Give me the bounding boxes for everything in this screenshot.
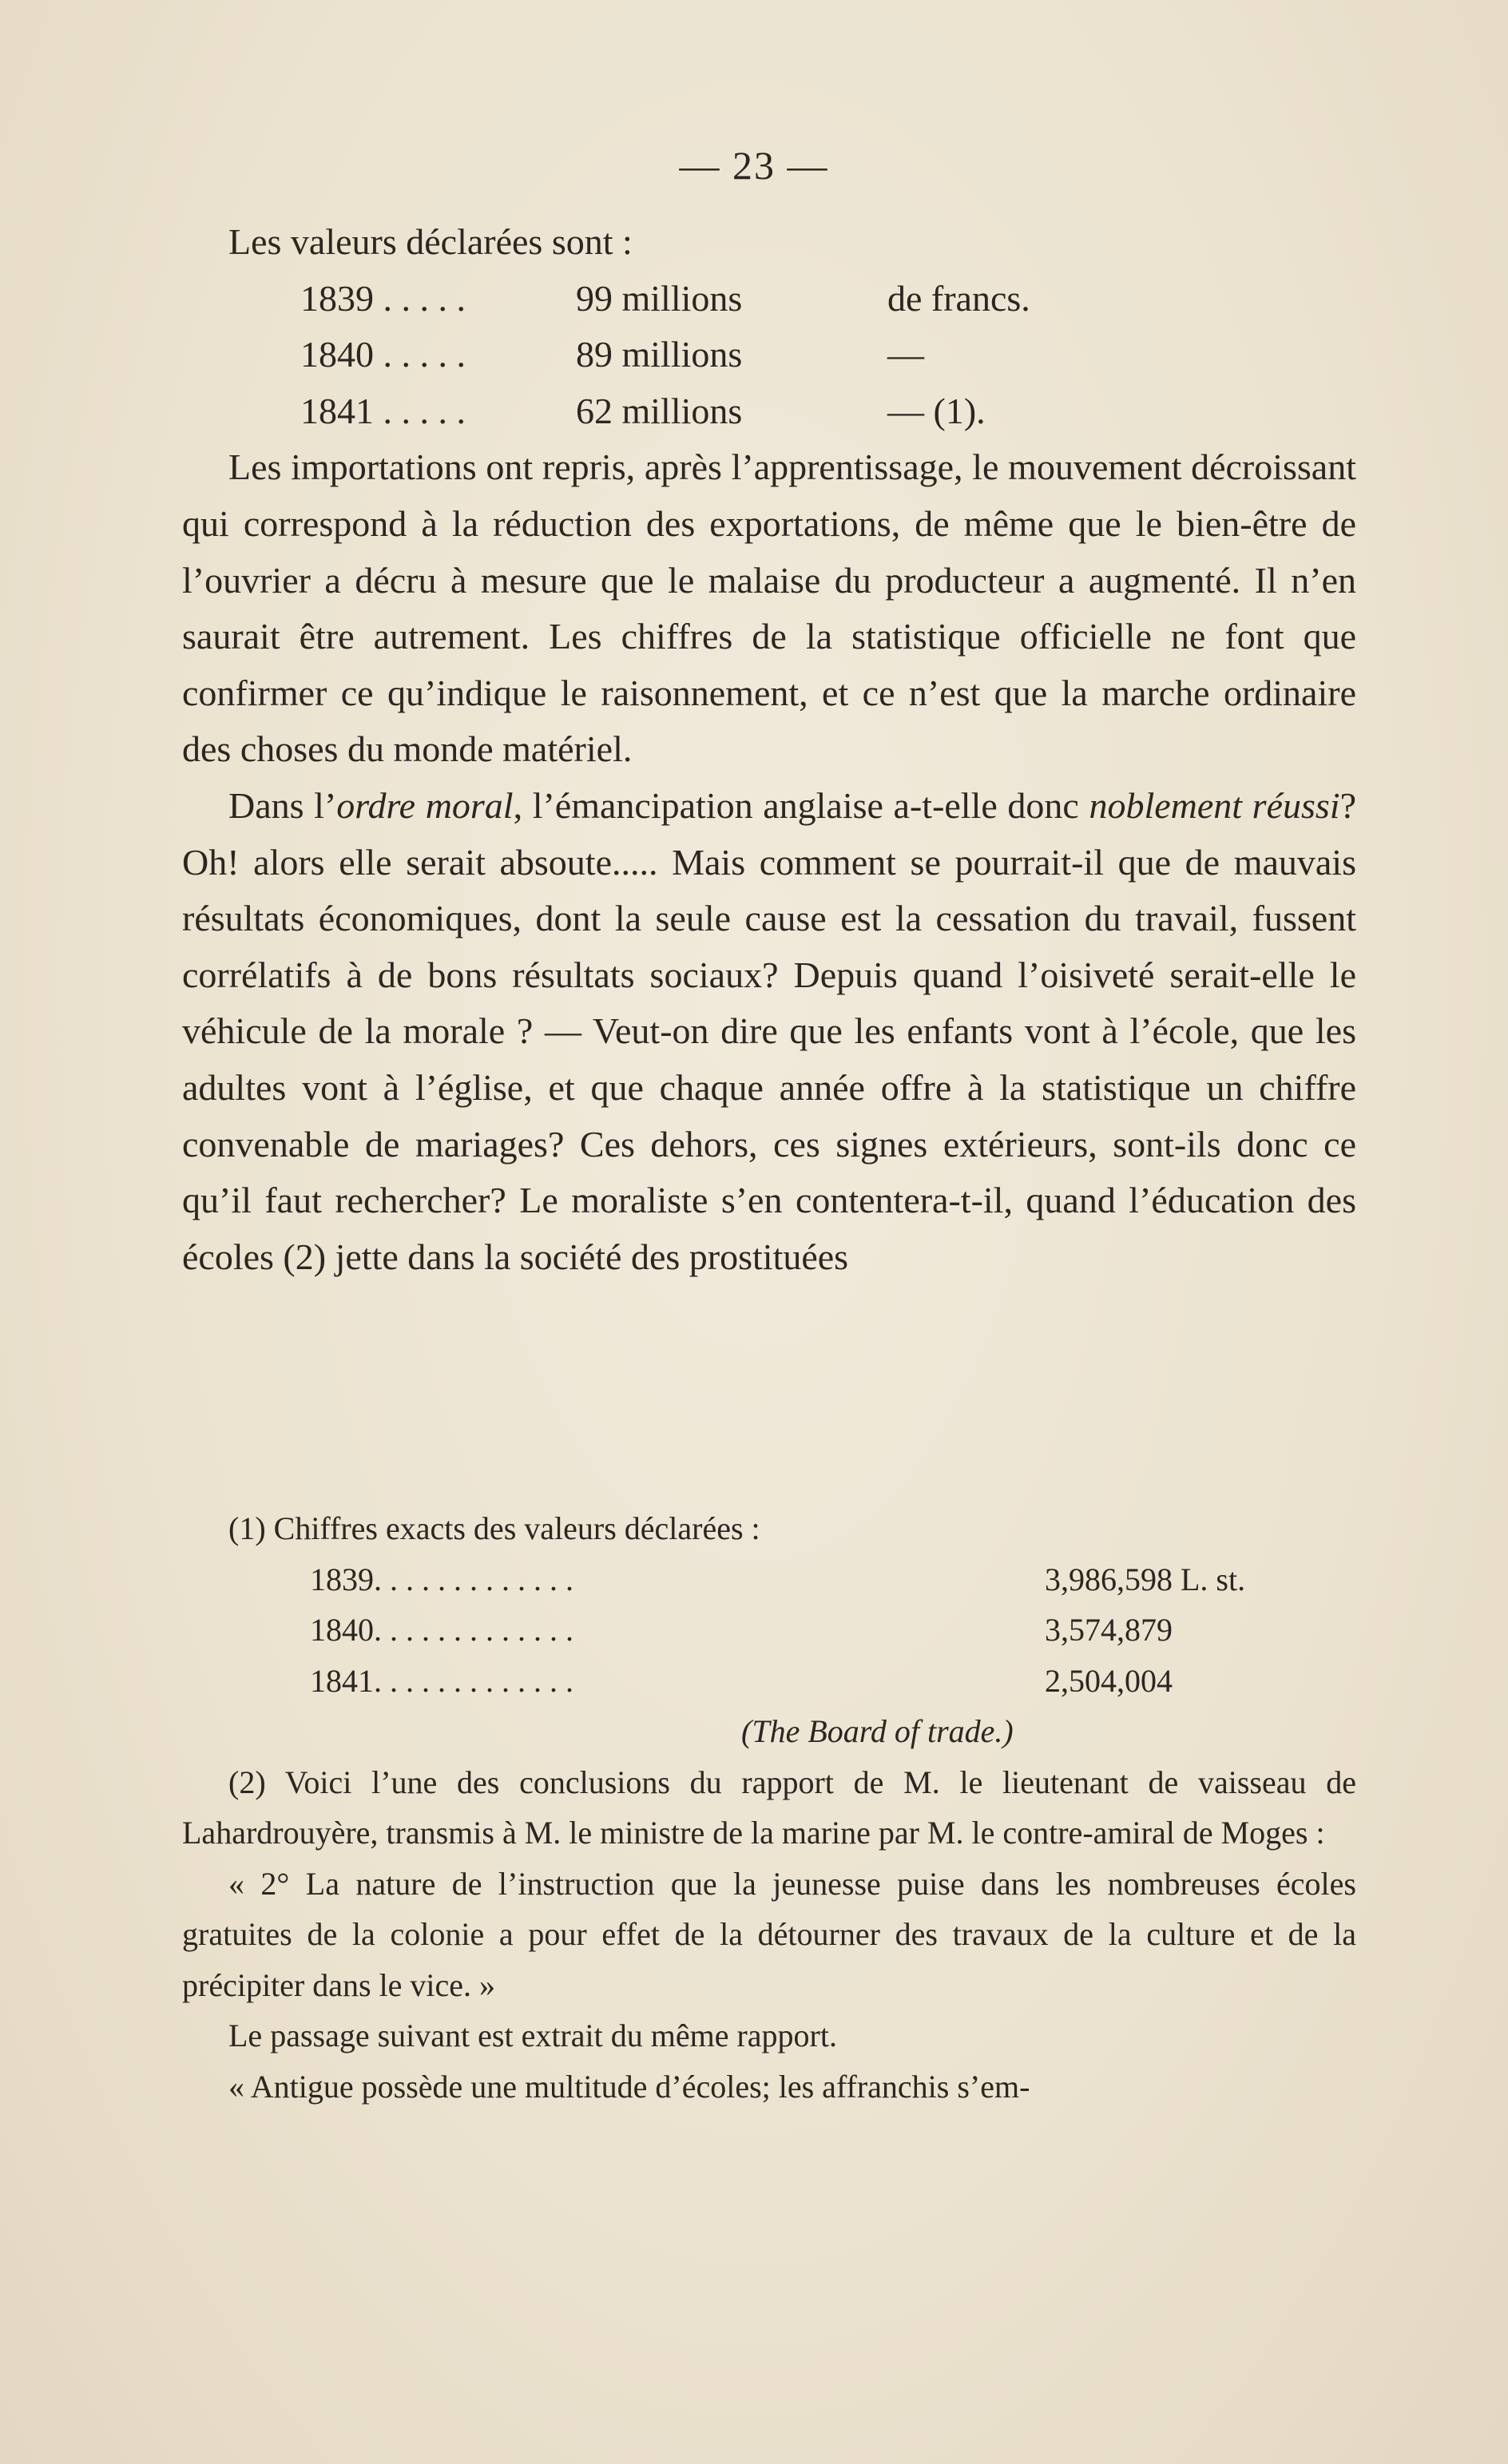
values-year: 1841 . . . . . <box>300 390 466 431</box>
p2-mid: , l’émancipation anglaise a-t-elle donc <box>513 784 1089 826</box>
footnote-3: Le passage suivant est extrait du même rapport. <box>228 2018 837 2053</box>
footnote-2-quote: « 2° La nature de l’instruction que la jeunesse puise dans les nombreuses écoles gratuites de la colonie a pour effet de la détourner des travaux de la culture et de la précipiter dans le vice. » <box>182 1865 1356 2003</box>
footnote-source: (The Board of trade.) <box>741 1713 1014 1749</box>
values-year: 1839 . . . . . <box>300 277 466 319</box>
footnote-table-row <box>182 1605 1356 1656</box>
page-number: — 23 — <box>679 143 829 188</box>
paragraph-ordre-moral <box>182 778 1356 1285</box>
main-text <box>182 214 1356 1285</box>
footnote-value: 2,504,004 <box>1045 1662 1173 1699</box>
p2-start: Dans l’ <box>228 784 337 826</box>
values-unit: — (1). <box>887 390 986 431</box>
paragraph-importations: Les importations ont repris, après l’apprentissage, le mouvement décroissant qui correspond à la réduction des exportations, de même que le bien-être de l’ouvrier a décru à mesure que le malaise du producteur a augmenté. Il n’en saurait être autrement. Les chiffres de la statistique officielle ne font que confirmer ce qu’indique le raisonnement, et ce n’est que la marche ordinaire des choses du monde matériel. <box>182 446 1356 770</box>
footnote-value: 3,574,879 <box>1045 1612 1173 1648</box>
values-amount: 99 millions <box>576 277 743 319</box>
footnote-table-row <box>182 1554 1356 1605</box>
values-unit: — <box>887 334 924 375</box>
footnote-4: « Antigue possède une multitude d’écoles; les affranchis s’em- <box>228 2068 1030 2105</box>
values-row <box>182 327 1356 383</box>
footnote-value: 3,986,598 L. st. <box>1045 1561 1246 1597</box>
values-unit: de francs. <box>887 277 1030 319</box>
footnote-table-row <box>182 1656 1356 1707</box>
values-row <box>182 271 1356 327</box>
p2-italic-ordre-moral: ordre moral <box>336 784 514 826</box>
footnote-year: 1839. . . . . . . . . . . . . <box>310 1561 573 1597</box>
values-row <box>182 383 1356 440</box>
p2-italic-noblement: noblement réussi <box>1089 784 1340 826</box>
values-year: 1840 . . . . . <box>300 334 466 375</box>
p2-end: ? Oh! alors elle serait absoute..... Mais comment se pourrait-il que de mauvais résultats économiques, dont la seule cause est la cessation du travail, fussent corrélatifs à de bons résultats sociaux? Depuis quand l’oisiveté serait-elle le véhicule de la morale ? — Veut-on dire que les enfants vont à l’école, que les adultes vont à l’église, et que chaque année offre à la statistique un chiffre convenable de mariages? Ces dehors, ces signes extérieurs, sont-ils donc ce qu’il faut rechercher? Le moraliste s’en contentera-t-il, quand l’éducation des écoles (2) jette dans la société des prostituées <box>182 784 1356 1277</box>
footnote-year: 1840. . . . . . . . . . . . . <box>310 1612 573 1648</box>
footnote-2: (2) Voici l’une des conclusions du rapport de M. le lieutenant de vaisseau de Lahardrouyère, transmis à M. le ministre de la marine par M. le contre-amiral de Moges : <box>182 1764 1356 1851</box>
footnotes <box>182 1503 1356 2112</box>
footnote-year: 1841. . . . . . . . . . . . . <box>310 1662 573 1699</box>
values-amount: 89 millions <box>576 334 743 375</box>
footnote-1-intro: (1) Chiffres exacts des valeurs déclarées : <box>228 1510 760 1546</box>
values-intro: Les valeurs déclarées sont : <box>228 221 633 262</box>
values-amount: 62 millions <box>576 390 743 431</box>
